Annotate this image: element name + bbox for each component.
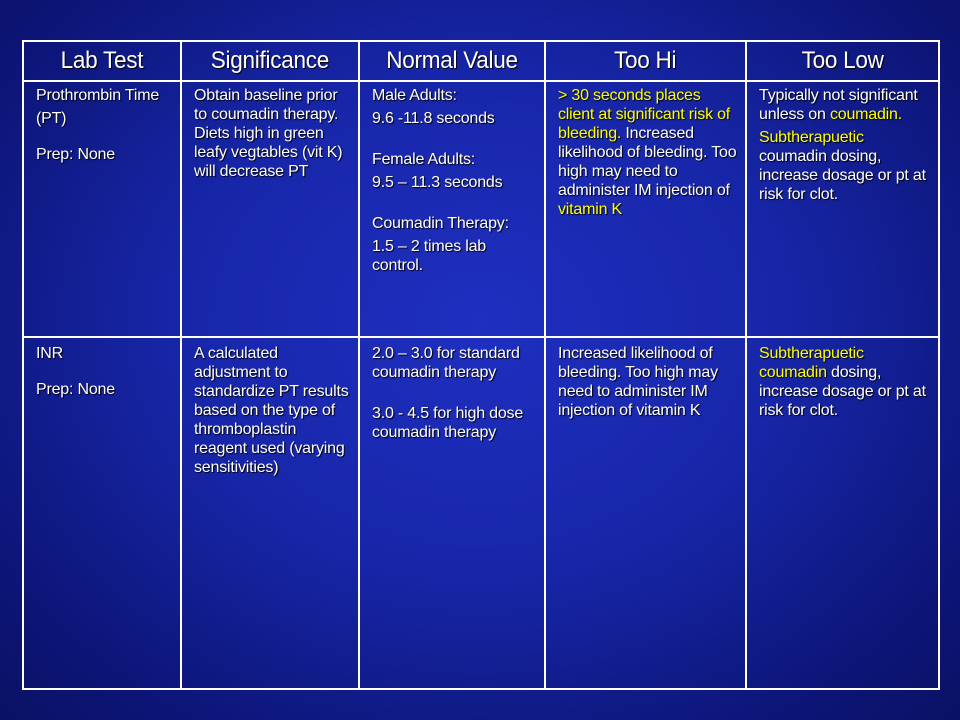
cell-lab-test-inr xyxy=(23,337,181,689)
header-normal-value xyxy=(359,41,545,81)
cell-too-hi-pt xyxy=(545,81,746,337)
lab-test-prep: Prep: None xyxy=(36,381,115,398)
too-hi-vitamin-k: vitamin K xyxy=(558,201,622,218)
header-too-hi xyxy=(545,41,746,81)
header-significance xyxy=(181,41,359,81)
too-low-line2-body: coumadin dosing, increase dosage or pt at risk for clot. xyxy=(759,148,926,203)
lab-test-name: INR xyxy=(36,345,63,362)
header-lab-test-label: Lab Test xyxy=(60,47,144,74)
too-low-line2-highlight: Subtherapuetic xyxy=(759,129,864,146)
normal-value-range: 9.5 – 11.3 seconds xyxy=(372,174,503,191)
too-low-body: dosing, increase dosage or pt at risk for clot. xyxy=(759,364,926,419)
header-normal-value-label: Normal Value xyxy=(386,47,518,74)
cell-significance-pt xyxy=(181,81,359,337)
cell-normal-value-pt xyxy=(359,81,545,337)
normal-value-range: 9.6 -11.8 seconds xyxy=(372,110,495,127)
header-row xyxy=(23,41,939,81)
normal-value-range: 1.5 – 2 times lab control. xyxy=(372,238,486,274)
table-row-inr xyxy=(23,337,939,689)
normal-value-label: Female Adults: xyxy=(372,151,476,168)
too-low-line1 xyxy=(759,86,930,124)
cell-lab-test-pt xyxy=(23,81,181,337)
too-hi-text xyxy=(558,86,737,219)
header-significance-label: Significance xyxy=(210,47,330,74)
too-low-line1-highlight: coumadin. xyxy=(829,106,902,123)
lab-test-abbrev: (PT) xyxy=(36,110,67,127)
too-hi-highlight: > 30 seconds places client at significant risk of bleeding. xyxy=(558,87,731,142)
header-too-low-label: Too Low xyxy=(801,47,884,74)
header-too-low xyxy=(746,41,939,81)
normal-value-standard: 2.0 – 3.0 for standard coumadin therapy xyxy=(372,345,520,381)
cell-normal-value-inr xyxy=(359,337,545,689)
too-low-line2 xyxy=(759,128,930,204)
cell-significance-inr xyxy=(181,337,359,689)
significance-text: Obtain baseline prior to coumadin therapy. Diets high in green leafy vegtables (vit K) will decrease PT xyxy=(194,87,343,180)
cell-too-low-inr xyxy=(746,337,939,689)
lab-values-table xyxy=(22,40,940,690)
normal-value-label: Male Adults: xyxy=(372,87,457,104)
too-hi-text: Increased likelihood of bleeding. Too high may need to administer IM injection of vitamin K xyxy=(558,345,718,419)
significance-text: A calculated adjustment to standardize PT results based on the type of thromboplastin reagent used (varying sensitivities) xyxy=(194,345,349,476)
header-lab-test xyxy=(23,41,181,81)
too-hi-body: Increased likelihood of bleeding. Too high may need to administer IM injection of xyxy=(558,125,737,199)
lab-test-prep: Prep: None xyxy=(36,146,115,163)
table-row-pt xyxy=(23,81,939,337)
cell-too-hi-inr xyxy=(545,337,746,689)
normal-value-label: Coumadin Therapy: xyxy=(372,215,509,232)
header-too-hi-label: Too Hi xyxy=(614,47,677,74)
too-low-line1-body: Typically not significant unless on xyxy=(759,87,918,123)
too-low-text xyxy=(759,344,930,420)
cell-too-low-pt xyxy=(746,81,939,337)
normal-value-high-dose: 3.0 - 4.5 for high dose coumadin therapy xyxy=(372,405,524,441)
lab-test-name: Prothrombin Time xyxy=(36,87,160,104)
too-low-highlight: Subtherapuetic coumadin xyxy=(759,345,864,381)
